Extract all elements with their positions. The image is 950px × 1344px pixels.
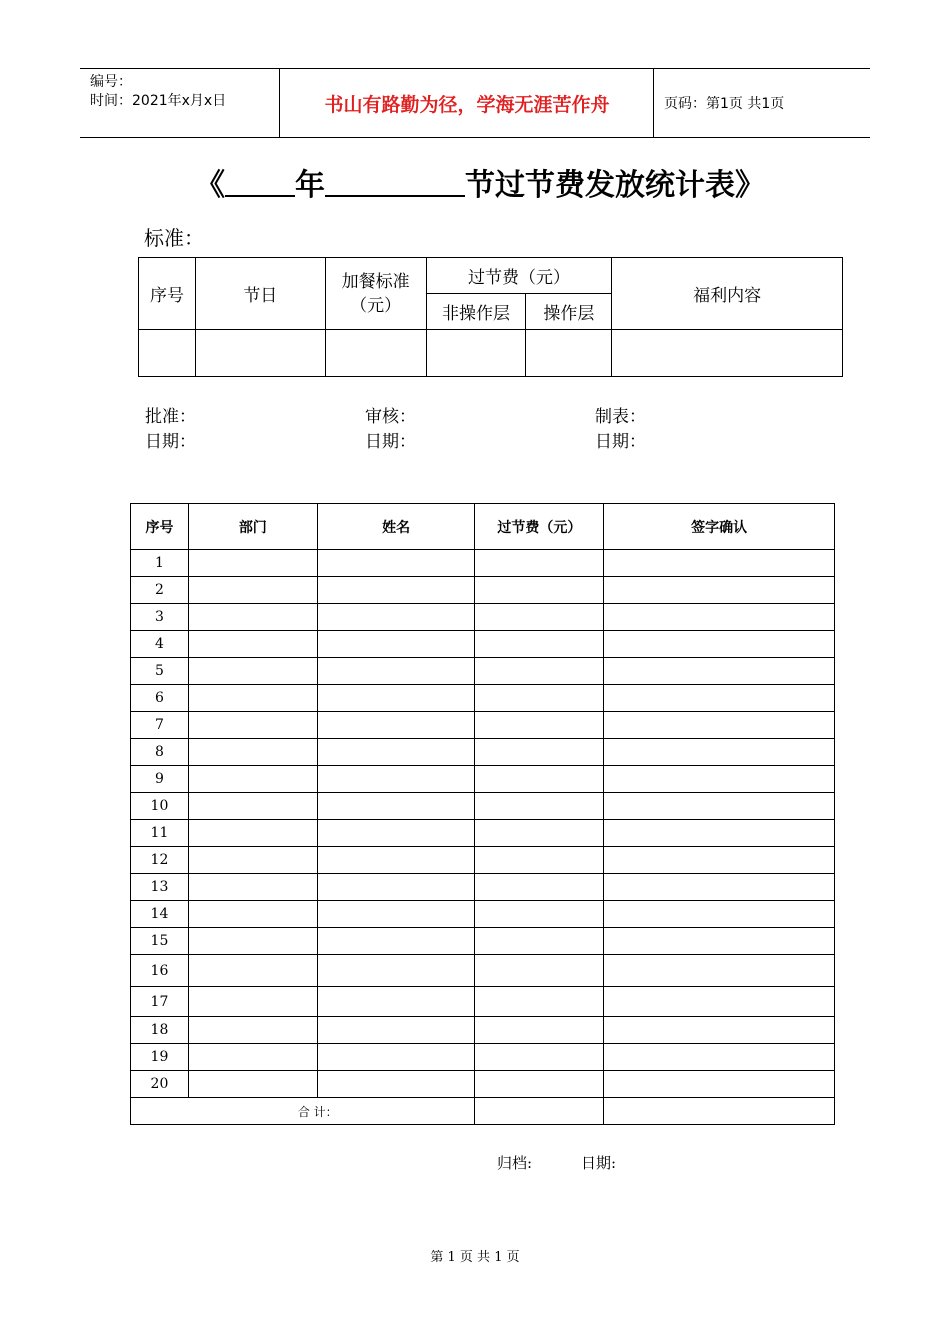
table-row — [131, 1071, 835, 1098]
row-department[interactable] — [188, 631, 317, 658]
row-name[interactable] — [317, 874, 475, 901]
table-row — [131, 766, 835, 793]
row-name[interactable] — [317, 1017, 475, 1044]
row-department[interactable] — [188, 739, 317, 766]
row-name[interactable] — [317, 793, 475, 820]
row-name[interactable] — [317, 550, 475, 577]
row-signature[interactable] — [604, 928, 835, 955]
table-row — [131, 577, 835, 604]
header-motto: 书山有路勤为径，学海无涯苦作舟 — [281, 69, 654, 137]
row-signature[interactable] — [604, 987, 835, 1017]
row-seq: 19 — [131, 1044, 189, 1071]
row-seq: 4 — [131, 631, 189, 658]
row-seq: 10 — [131, 793, 189, 820]
table-row — [131, 928, 835, 955]
document-header — [80, 68, 870, 138]
table-row — [131, 658, 835, 685]
row-name[interactable] — [317, 577, 475, 604]
row-signature[interactable] — [604, 712, 835, 739]
standard-table — [138, 257, 843, 377]
row-seq: 5 — [131, 658, 189, 685]
row-department[interactable] — [188, 685, 317, 712]
cell-welfare[interactable] — [612, 330, 843, 377]
row-seq: 13 — [131, 874, 189, 901]
row-fee[interactable] — [475, 901, 604, 928]
row-signature[interactable] — [604, 739, 835, 766]
row-signature[interactable] — [604, 766, 835, 793]
row-name[interactable] — [317, 847, 475, 874]
row-department[interactable] — [188, 1017, 317, 1044]
row-seq: 16 — [131, 955, 189, 987]
row-signature[interactable] — [604, 577, 835, 604]
page-number-label: 页码：第1页 共1页 — [664, 96, 785, 112]
row-fee[interactable] — [475, 685, 604, 712]
time-label: 时间：2021年x月x日 — [90, 93, 227, 109]
row-name[interactable] — [317, 685, 475, 712]
cell-festival[interactable] — [195, 330, 325, 377]
roster-header-name: 姓名 — [317, 504, 475, 550]
archive-label: 归档: — [497, 1154, 533, 1172]
table-row — [131, 847, 835, 874]
row-name[interactable] — [317, 658, 475, 685]
row-department[interactable] — [188, 820, 317, 847]
row-seq: 18 — [131, 1017, 189, 1044]
row-fee[interactable] — [475, 658, 604, 685]
row-department[interactable] — [188, 901, 317, 928]
row-fee[interactable] — [475, 739, 604, 766]
row-name[interactable] — [317, 604, 475, 631]
roster-body — [131, 550, 835, 1098]
row-department[interactable] — [188, 766, 317, 793]
approve-block — [145, 405, 196, 455]
table-row — [131, 1044, 835, 1071]
header-non-operational: 非操作层 — [426, 294, 526, 330]
roster-header-signature: 签字确认 — [604, 504, 835, 550]
prepare-label: 制表： — [595, 407, 646, 427]
roster-header-seq: 序号 — [131, 504, 189, 550]
header-festival: 节日 — [195, 258, 325, 330]
table-row — [131, 1017, 835, 1044]
approve-date-label: 日期： — [145, 432, 196, 452]
review-label: 审核： — [365, 407, 416, 427]
total-fee-cell[interactable] — [475, 1098, 604, 1125]
row-seq: 7 — [131, 712, 189, 739]
row-fee[interactable] — [475, 820, 604, 847]
header-seq: 序号 — [139, 258, 196, 330]
row-fee[interactable] — [475, 604, 604, 631]
row-fee[interactable] — [475, 1017, 604, 1044]
row-name[interactable] — [317, 928, 475, 955]
row-signature[interactable] — [604, 1044, 835, 1071]
row-fee[interactable] — [475, 793, 604, 820]
table-row — [131, 874, 835, 901]
row-department[interactable] — [188, 793, 317, 820]
prepare-block — [595, 405, 646, 455]
header-holiday-fee: 过节费（元） — [426, 258, 612, 294]
row-name[interactable] — [317, 1071, 475, 1098]
number-label: 编号： — [90, 74, 132, 90]
row-name[interactable] — [317, 1044, 475, 1071]
row-department[interactable] — [188, 1071, 317, 1098]
row-seq: 20 — [131, 1071, 189, 1098]
row-signature[interactable] — [604, 1017, 835, 1044]
row-department[interactable] — [188, 658, 317, 685]
roster-table — [130, 503, 835, 1125]
row-fee[interactable] — [475, 1071, 604, 1098]
cell-meal-standard[interactable] — [325, 330, 426, 377]
title-open: 《 — [195, 168, 225, 203]
festival-blank — [325, 167, 465, 197]
row-signature[interactable] — [604, 658, 835, 685]
row-seq: 15 — [131, 928, 189, 955]
table-row — [131, 631, 835, 658]
total-label: 合 计： — [131, 1098, 475, 1125]
title-year: 年 — [295, 168, 325, 203]
row-seq: 17 — [131, 987, 189, 1017]
row-fee[interactable] — [475, 712, 604, 739]
row-name[interactable] — [317, 739, 475, 766]
table-row — [131, 712, 835, 739]
row-name[interactable] — [317, 987, 475, 1017]
table-row — [131, 793, 835, 820]
review-block — [365, 405, 416, 455]
row-fee[interactable] — [475, 928, 604, 955]
row-department[interactable] — [188, 847, 317, 874]
header-meal-standard: 加餐标准（元） — [325, 258, 426, 330]
row-seq: 11 — [131, 820, 189, 847]
cell-seq[interactable] — [139, 330, 196, 377]
cell-operational[interactable] — [526, 330, 612, 377]
header-welfare: 福利内容 — [612, 258, 843, 330]
title-rest: 节过节费发放统计表》 — [465, 168, 765, 203]
row-signature[interactable] — [604, 685, 835, 712]
row-name[interactable] — [317, 766, 475, 793]
row-signature[interactable] — [604, 1071, 835, 1098]
row-name[interactable] — [317, 820, 475, 847]
row-signature[interactable] — [604, 631, 835, 658]
table-row — [131, 550, 835, 577]
row-seq: 2 — [131, 577, 189, 604]
row-department[interactable] — [188, 874, 317, 901]
row-seq: 6 — [131, 685, 189, 712]
row-seq: 14 — [131, 901, 189, 928]
row-fee[interactable] — [475, 766, 604, 793]
row-department[interactable] — [188, 928, 317, 955]
cell-non-operational[interactable] — [426, 330, 526, 377]
row-name[interactable] — [317, 631, 475, 658]
row-signature[interactable] — [604, 955, 835, 987]
row-name[interactable] — [317, 955, 475, 987]
row-signature[interactable] — [604, 820, 835, 847]
prepare-date-label: 日期： — [595, 432, 646, 452]
review-date-label: 日期： — [365, 432, 416, 452]
row-signature[interactable] — [604, 604, 835, 631]
header-operational: 操作层 — [526, 294, 612, 330]
row-seq: 12 — [131, 847, 189, 874]
table-row — [131, 955, 835, 987]
row-signature[interactable] — [604, 847, 835, 874]
roster-header-fee: 过节费（元） — [475, 504, 604, 550]
table-row — [131, 987, 835, 1017]
row-department[interactable] — [188, 987, 317, 1017]
row-fee[interactable] — [475, 577, 604, 604]
row-fee[interactable] — [475, 631, 604, 658]
row-seq: 8 — [131, 739, 189, 766]
table-row — [131, 739, 835, 766]
page-footer: 第 1 页 共 1 页 — [430, 1250, 520, 1265]
roster-header-department: 部门 — [188, 504, 317, 550]
row-signature[interactable] — [604, 901, 835, 928]
row-signature[interactable] — [604, 793, 835, 820]
row-department[interactable] — [188, 604, 317, 631]
row-seq: 3 — [131, 604, 189, 631]
row-seq: 9 — [131, 766, 189, 793]
table-row — [131, 901, 835, 928]
row-fee[interactable] — [475, 987, 604, 1017]
row-fee[interactable] — [475, 1044, 604, 1071]
approve-label: 批准： — [145, 407, 196, 427]
table-row — [131, 820, 835, 847]
row-department[interactable] — [188, 955, 317, 987]
row-name[interactable] — [317, 901, 475, 928]
standard-label: 标准： — [144, 226, 204, 250]
table-row — [131, 604, 835, 631]
row-fee[interactable] — [475, 955, 604, 987]
year-blank — [225, 167, 295, 197]
row-department[interactable] — [188, 577, 317, 604]
row-fee[interactable] — [475, 550, 604, 577]
archive-date-label: 日期: — [581, 1154, 617, 1172]
row-name[interactable] — [317, 712, 475, 739]
row-seq: 1 — [131, 550, 189, 577]
row-department[interactable] — [188, 712, 317, 739]
page-title — [160, 160, 800, 204]
row-department[interactable] — [188, 550, 317, 577]
row-fee[interactable] — [475, 874, 604, 901]
row-fee[interactable] — [475, 847, 604, 874]
row-signature[interactable] — [604, 874, 835, 901]
total-signature-cell[interactable] — [604, 1098, 835, 1125]
row-signature[interactable] — [604, 550, 835, 577]
row-department[interactable] — [188, 1044, 317, 1071]
table-row — [131, 685, 835, 712]
header-meta — [80, 69, 280, 137]
